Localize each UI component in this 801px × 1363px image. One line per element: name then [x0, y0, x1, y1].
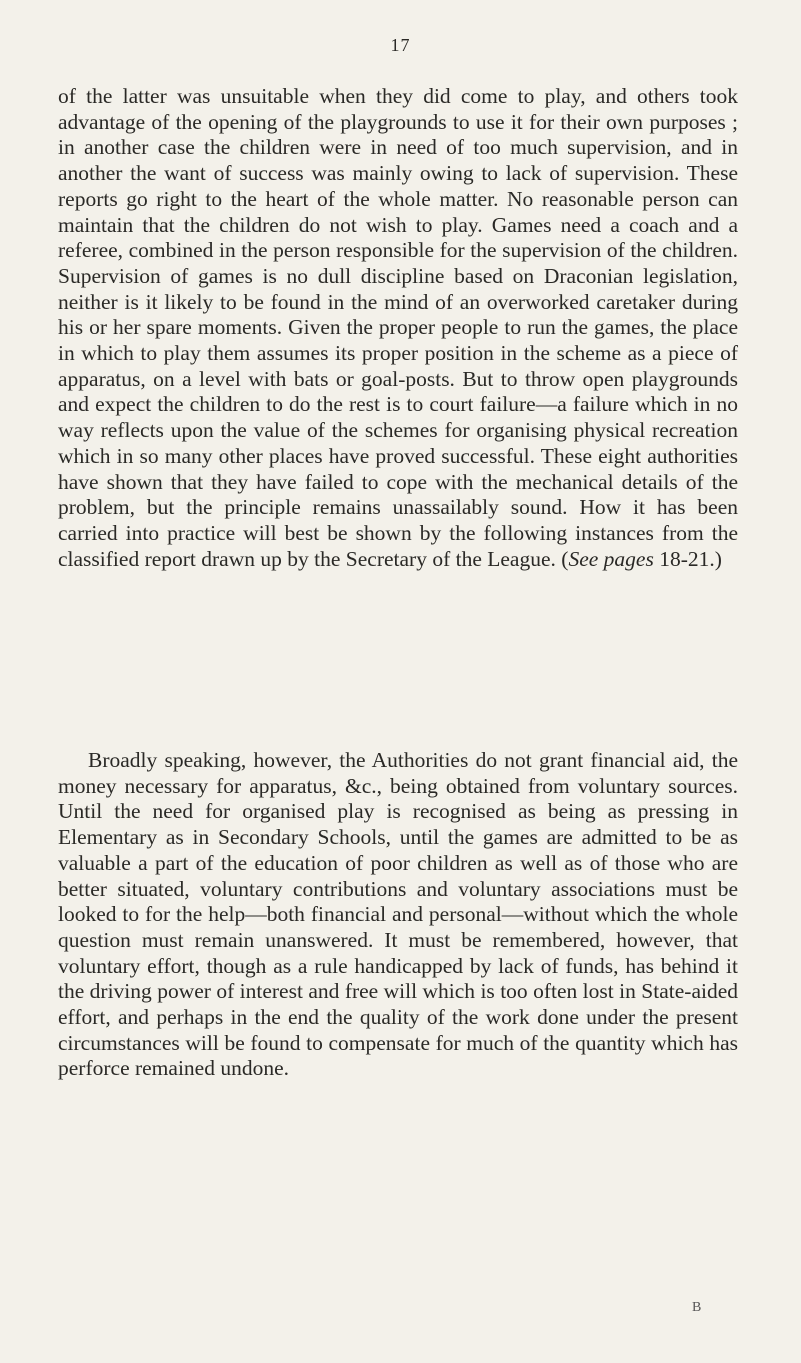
reference-pages: 18-21.) [653, 546, 722, 571]
paragraph-1 [58, 84, 738, 572]
paragraph-1-body: of the latter was unsuitable when they did come to play, and others took advantage of the opening of the playgrounds to use it for their own purposes ; in another case the children were in need of too much supervision, and in another the want of success was mainly owing to lack of supervision. These reports go right to the heart of the whole matter. No reasonable person can maintain that the children do not wish to play. Games need a coach and a referee, combined in the person responsible for the supervision of the children. Supervision of games is no dull discipline based on Draconian legislation, neither is it likely to be found in the mind of an overworked caretaker during his or her spare moments. Given the proper people to run the games, the place in which to play them assumes its proper position in the scheme as a piece of apparatus, on a level with bats or goal-posts. But to throw open playgrounds and expect the children to do the rest is to court failure—a failure which in no way reflects upon the value of the schemes for organising physical recreation which in so many other places have proved successful. These eight authorities have shown that they have failed to cope with the mechanical details of the problem, but the principle remains unassailably sound. How it has been carried into practice will best be shown by the following instances from the classified report drawn up by the Secretary of the League. [58, 84, 738, 571]
paragraph-2: Broadly speaking, however, the Authorities do not grant financial aid, the money necessary for apparatus, &c., being obtained from voluntary sources. Until the need for organised play is recognised as being as pressing in Elementary as in Secondary Schools, until the games are admitted to be as valuable a part of the education of poor children as well as of those who are better situated, voluntary contributions and voluntary associations must be looked to for the help—both financial and personal—without which the whole question must remain unanswered. It must be remembered, however, that voluntary effort, though as a rule handicapped by lack of funds, has behind it the driving power of interest and free will which is too often lost in State-aided effort, and perhaps in the end the quality of the work done under the present circumstances will be found to compensate for much of the quantity which has perforce remained undone. [58, 748, 738, 1081]
signature-mark: B [692, 1300, 702, 1315]
reference-open: ( [555, 546, 569, 571]
page-number: 17 [390, 35, 411, 55]
reference-label: See pages [568, 546, 654, 571]
